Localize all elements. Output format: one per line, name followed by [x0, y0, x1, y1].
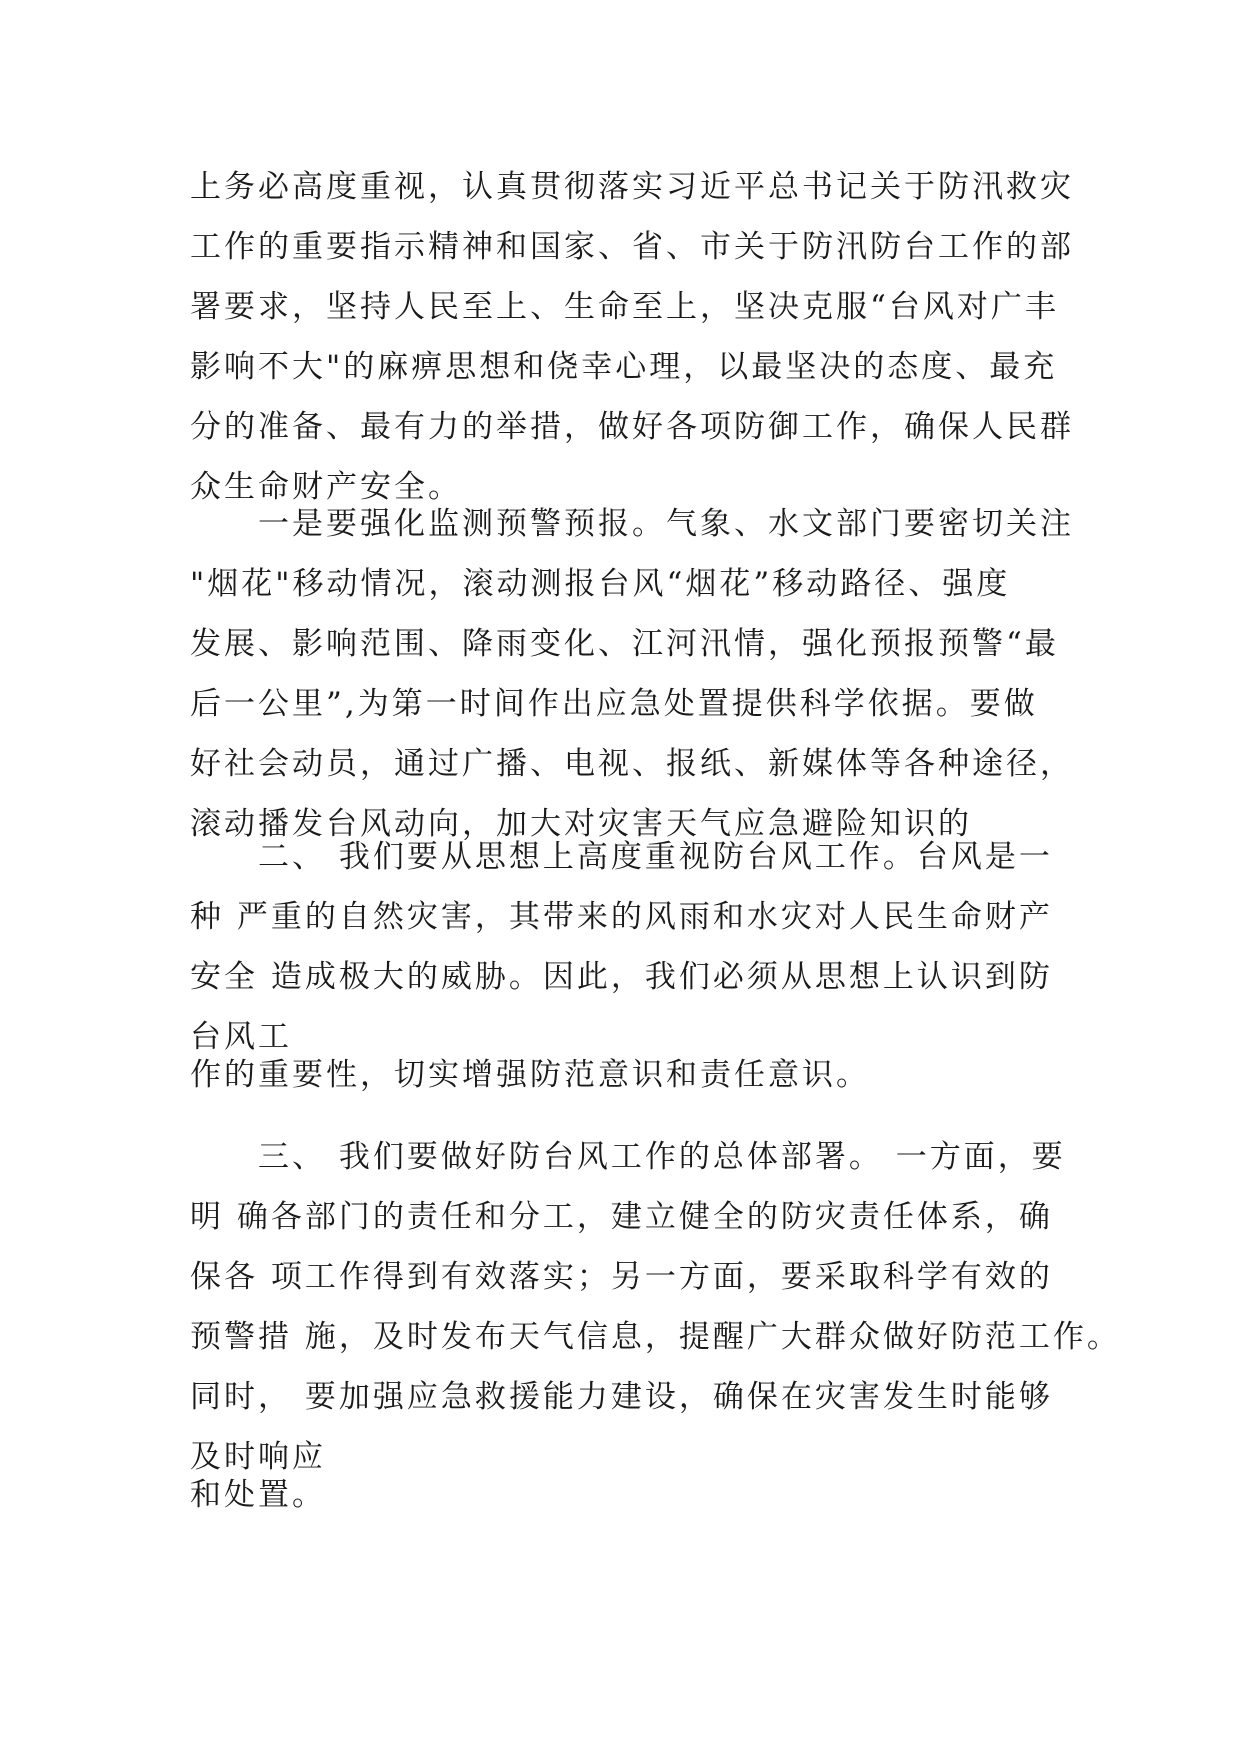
text-line: 三、 我们要做好防台风工作的总体部署。 一方面，要: [258, 1139, 1066, 1175]
text-line: 预警措 施，及时发布天气信息，提醒广大群众做好防范工作。: [190, 1319, 1121, 1355]
text-line: 影响不大"的麻痹思想和侥幸心理，以最坚决的态度、最充: [190, 349, 1058, 385]
text-line: 上务必高度重视，认真贯彻落实习近平总书记关于防汛救灾: [190, 169, 1074, 205]
text-line: 一是要强化监测预警预报。气象、水文部门要密切关注: [258, 506, 1074, 542]
text-line: 同时， 要加强应急救援能力建设，确保在灾害发生时能够: [190, 1379, 1053, 1415]
text-line: 署要求，坚持人民至上、生命至上，坚决克服“台风对广丰: [190, 289, 1059, 325]
text-line: 种 严重的自然灾害，其带来的风雨和水灾对人民生命财产: [190, 899, 1053, 935]
text-line: 众生命财产安全。: [190, 469, 462, 505]
text-line: 和处置。: [190, 1477, 326, 1513]
text-line: 保各 项工作得到有效落实；另一方面，要采取科学有效的: [190, 1259, 1053, 1295]
text-line: 分的准备、最有力的举措，做好各项防御工作，确保人民群: [190, 409, 1074, 445]
paragraph-4-continuation: [190, 1465, 1070, 1525]
paragraph-3: [190, 827, 1070, 1067]
text-line: 二、 我们要从思想上高度重视防台风工作。台风是一: [258, 839, 1053, 875]
text-line: 好社会动员，通过广播、电视、报纸、新媒体等各种途径，: [190, 746, 1074, 782]
text-line: 工作的重要指示精神和国家、省、市关于防汛防台工作的部: [190, 229, 1074, 265]
text-line: 发展、影响范围、降雨变化、江河汛情，强化预报预警“最: [190, 626, 1059, 662]
text-line: 滚动播发台风动向，加大对灾害天气应急避险知识的: [190, 806, 972, 842]
text-line: 后一公里”,为第一时间作出应急处置提供科学依据。要做: [190, 686, 1038, 722]
text-line: 明 确各部门的责任和分工，建立健全的防灾责任体系，确: [190, 1199, 1053, 1235]
text-line: 作的重要性，切实增强防范意识和责任意识。: [190, 1057, 870, 1093]
paragraph-2: [190, 494, 1074, 854]
paragraph-1: [190, 157, 1074, 517]
paragraph-4: [190, 1127, 1121, 1487]
text-line: "烟花"移动情况，滚动测报台风“烟花”移动路径、强度: [190, 566, 1011, 602]
text-line: 安全 造成极大的威胁。因此，我们必须从思想上认识到防: [190, 959, 1053, 995]
text-line: 台风工: [190, 1019, 292, 1055]
text-line: 及时响应: [190, 1439, 326, 1475]
paragraph-3-continuation: [190, 1045, 1070, 1105]
